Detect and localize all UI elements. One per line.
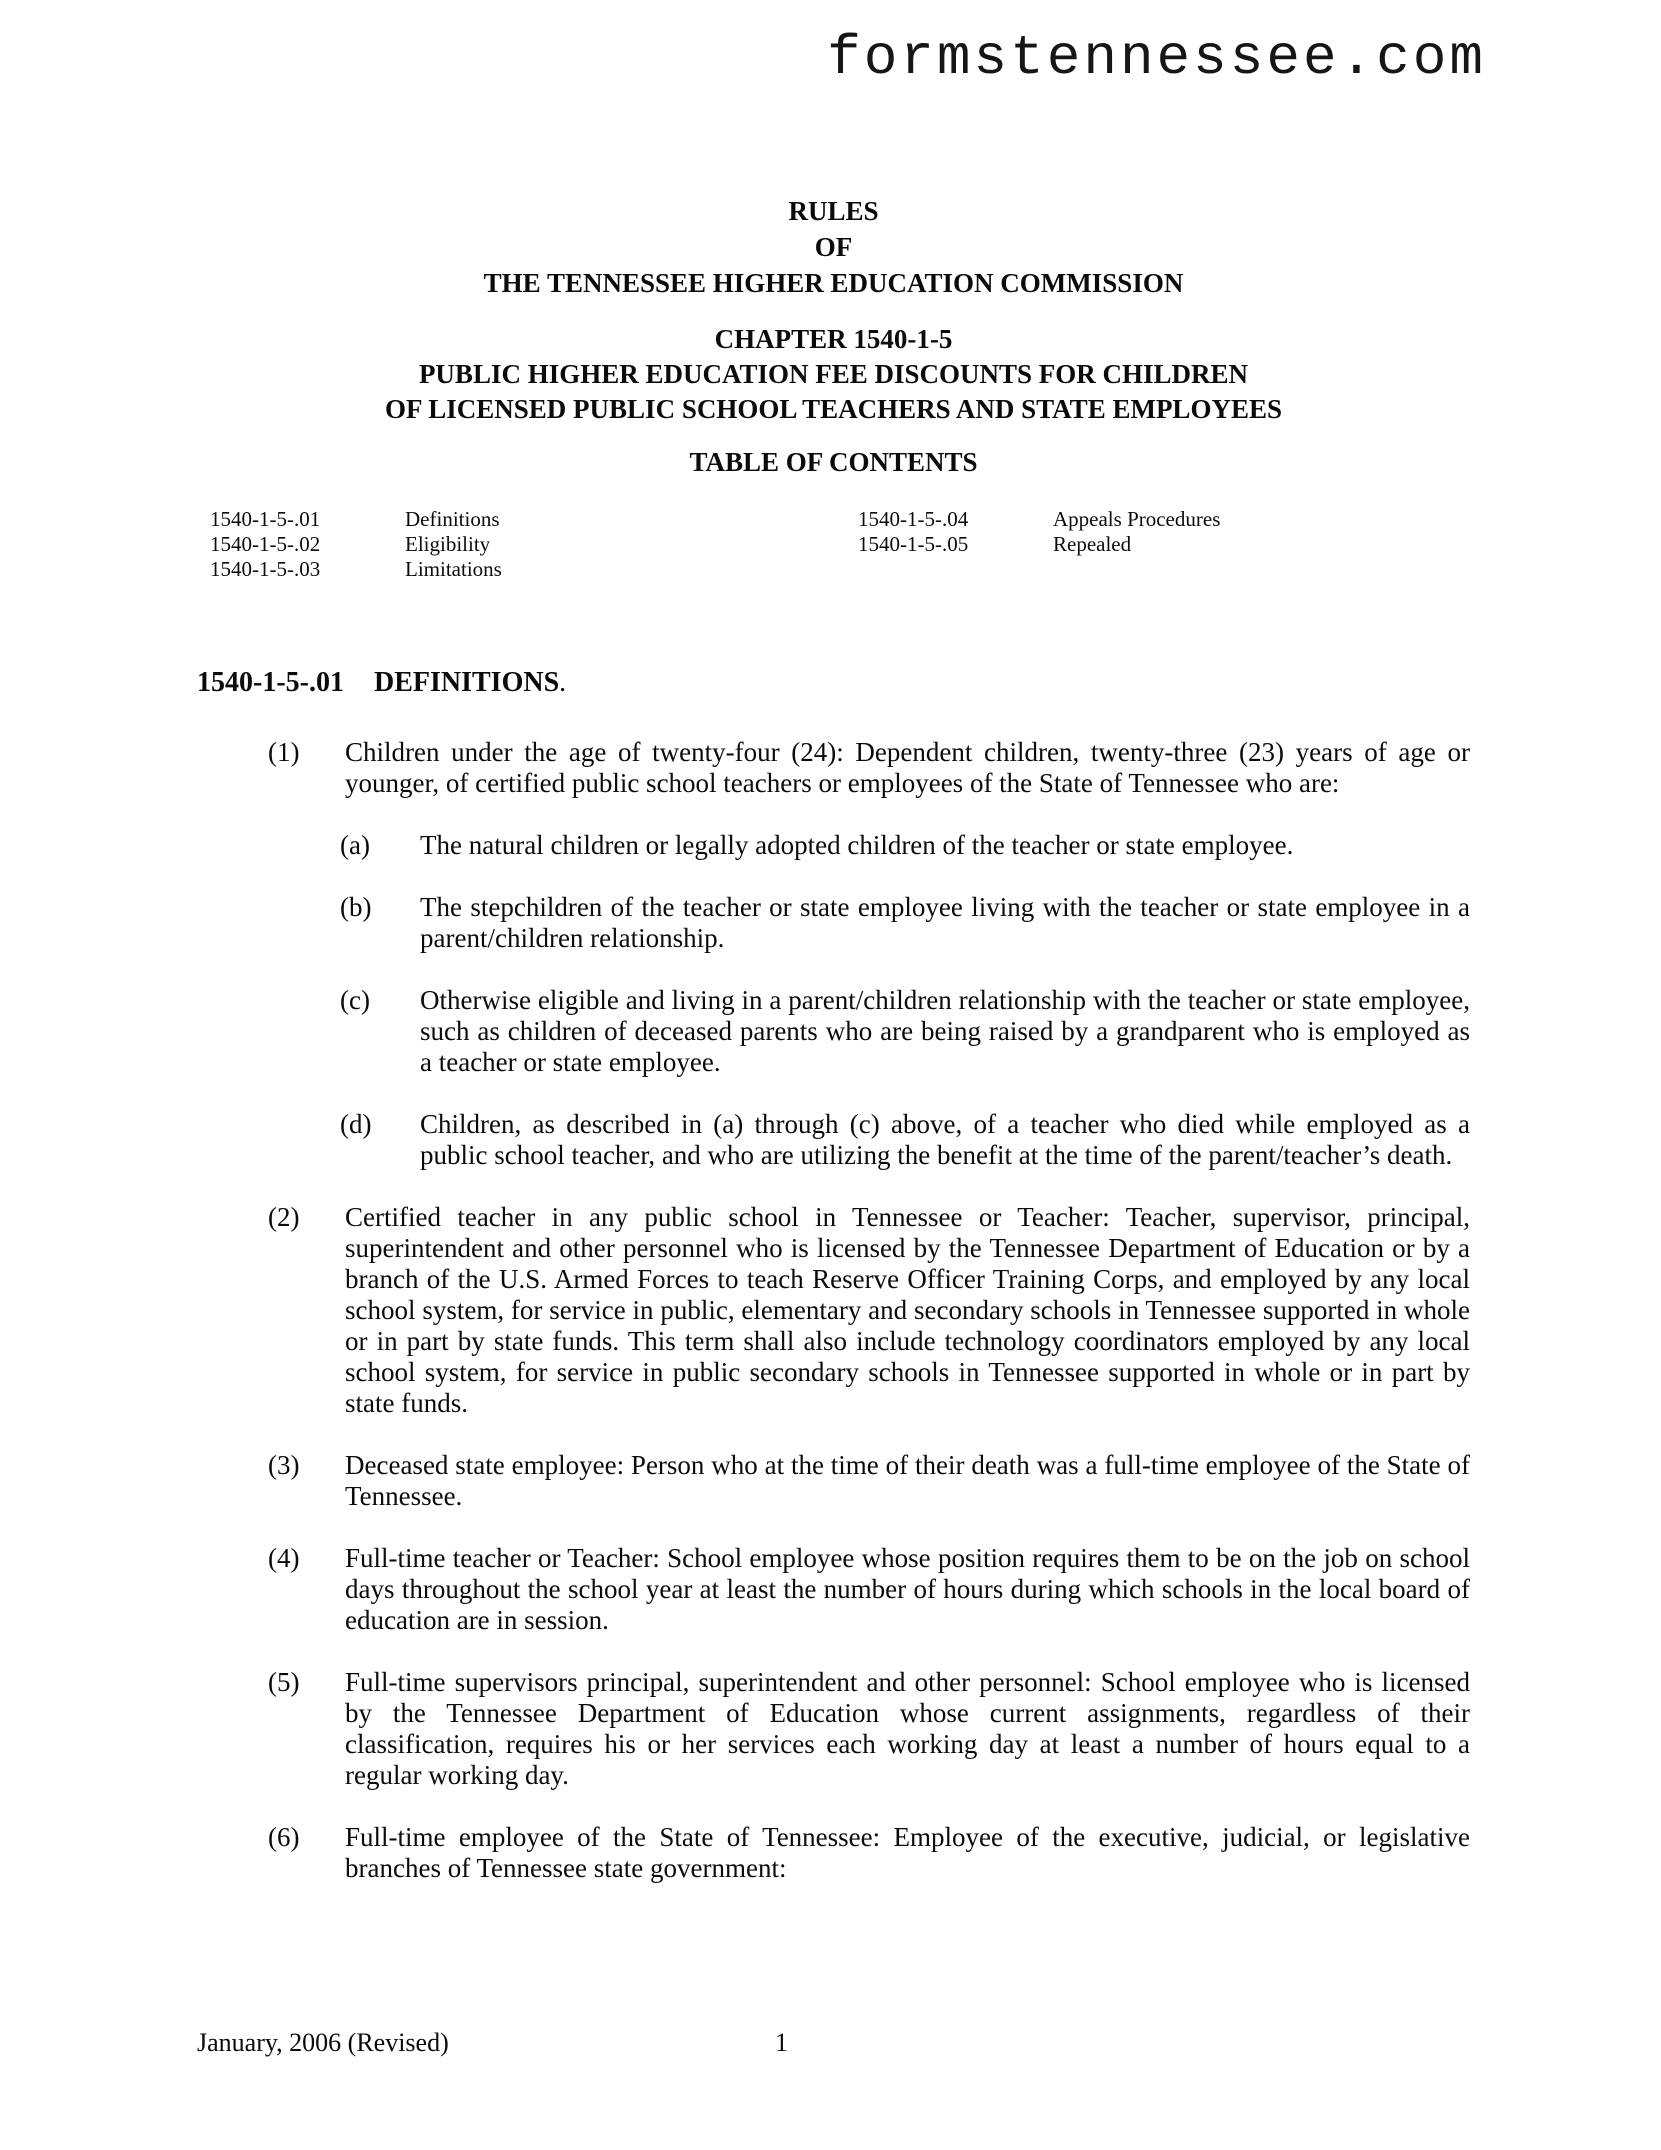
toc-entry-title: Repealed xyxy=(1053,532,1132,556)
subparagraph-letter: (b) xyxy=(340,892,372,922)
toc-entry-number: 1540-1-5-.03 xyxy=(210,557,321,581)
chapter-title-line-1: PUBLIC HIGHER EDUCATION FEE DISCOUNTS FOR CHILDREN xyxy=(418,359,1249,389)
chapter-title xyxy=(197,322,1470,427)
paragraph-text: Full-time teacher or Teacher: School employee whose position requires them to be on the job on school days throughout the school year at least the number of hours during which schools in the local board of education are in session. xyxy=(345,1543,1470,1635)
rules-title xyxy=(197,193,1470,301)
toc-entry-number: 1540-1-5-.02 xyxy=(210,532,321,556)
toc-entry xyxy=(858,507,1220,532)
paragraph-text: Full-time employee of the State of Tennessee: Employee of the executive, judicial, or legislative branches of Tennessee state government: xyxy=(345,1822,1470,1883)
subparagraph-text: The stepchildren of the teacher or state employee living with the teacher or state employee in a parent/children relationship. xyxy=(420,892,1470,953)
paragraph-number: (6) xyxy=(268,1822,300,1852)
paragraph-number: (2) xyxy=(268,1202,300,1232)
paragraph-text: Deceased state employee: Person who at the time of their death was a full-time employee of the State of Tennessee. xyxy=(345,1450,1470,1511)
paragraph-text: Children under the age of twenty-four (24): Dependent children, twenty-three (23) years of age or younger, of certified public school teachers or employees of the State of Tennessee who are: xyxy=(345,737,1470,798)
toc-entry xyxy=(858,532,1220,557)
footer-revision-date: January, 2006 (Revised) xyxy=(197,2028,449,2057)
toc-left-column xyxy=(210,507,502,582)
subparagraph-a xyxy=(197,830,1470,861)
toc-entry-title: Appeals Procedures xyxy=(1053,507,1221,531)
toc-entry xyxy=(210,507,502,532)
subparagraph-c xyxy=(197,985,1470,1078)
toc-right-column xyxy=(858,507,1220,557)
paragraph-number: (5) xyxy=(268,1667,300,1697)
section-title-period: . xyxy=(559,667,567,698)
subparagraph-text: The natural children or legally adopted children of the teacher or state employee. xyxy=(420,830,1294,860)
rules-title-line-3: THE TENNESSEE HIGHER EDUCATION COMMISSION xyxy=(483,268,1184,298)
site-watermark: formstennessee.com xyxy=(827,26,1486,90)
toc-entry-number: 1540-1-5-.01 xyxy=(210,507,321,531)
subparagraph-b xyxy=(197,892,1470,954)
subparagraph-letter: (d) xyxy=(340,1109,372,1139)
paragraph-number: (3) xyxy=(268,1450,300,1480)
subparagraph-text: Otherwise eligible and living in a parent/children relationship with the teacher or state employee, such as children of deceased parents who are being raised by a grandparent who is employed as a teacher or state employee. xyxy=(420,985,1470,1077)
paragraph-4 xyxy=(197,1543,1470,1636)
toc-entry-number: 1540-1-5-.04 xyxy=(858,507,969,531)
section-heading xyxy=(197,667,566,699)
paragraph-2 xyxy=(197,1202,1470,1419)
toc-entry xyxy=(210,557,502,582)
subparagraph-d xyxy=(197,1109,1470,1171)
chapter-number-line: CHAPTER 1540-1-5 xyxy=(714,324,953,354)
paragraph-6 xyxy=(197,1822,1470,1884)
paragraph-number: (4) xyxy=(268,1543,300,1573)
toc-entry-title: Definitions xyxy=(405,507,500,531)
page-number: 1 xyxy=(775,2028,788,2057)
paragraph-5 xyxy=(197,1667,1470,1791)
paragraph-text: Certified teacher in any public school in Tennessee or Teacher: Teacher, supervisor, principal, superintendent and other personnel who is licensed by the Tennessee Department of Education or by a branch of the U.S. Armed Forces to teach Reserve Officer Training Corps, and employed by any local school system, for service in public, elementary and secondary schools in Tennessee supported in whole or in part by state funds. This term shall also include technology coordinators employed by any local school system, for service in public secondary schools in Tennessee supported in whole or in part by state funds. xyxy=(345,1202,1470,1418)
subparagraph-letter: (a) xyxy=(340,830,370,860)
subparagraph-text: Children, as described in (a) through (c) above, of a teacher who died while employed as a public school teacher, and who are utilizing the benefit at the time of the parent/teacher’s death. xyxy=(420,1109,1470,1170)
section-title: DEFINITIONS xyxy=(373,667,560,698)
toc-entry-title: Limitations xyxy=(405,557,502,581)
paragraph-3 xyxy=(197,1450,1470,1512)
toc-entry xyxy=(210,532,502,557)
toc-entry-title: Eligibility xyxy=(405,532,491,556)
subparagraph-letter: (c) xyxy=(340,985,370,1015)
section-number: 1540-1-5-.01 xyxy=(197,667,344,698)
rules-title-line-1: RULES xyxy=(788,196,879,226)
chapter-title-line-2: OF LICENSED PUBLIC SCHOOL TEACHERS AND STATE EMPLOYEES xyxy=(385,394,1282,424)
definitions-body xyxy=(197,737,1470,1915)
toc-heading: TABLE OF CONTENTS xyxy=(689,447,978,477)
toc-entry-number: 1540-1-5-.05 xyxy=(858,532,969,556)
paragraph-number: (1) xyxy=(268,737,300,767)
paragraph-1 xyxy=(197,737,1470,799)
paragraph-text: Full-time supervisors principal, superintendent and other personnel: School employee who is licensed by the Tennessee Department of Education whose current assignments, regardless of their classification, requires his or her services each working day at least a number of hours equal to a regular working day. xyxy=(345,1667,1470,1790)
rules-title-line-2: OF xyxy=(814,232,853,262)
